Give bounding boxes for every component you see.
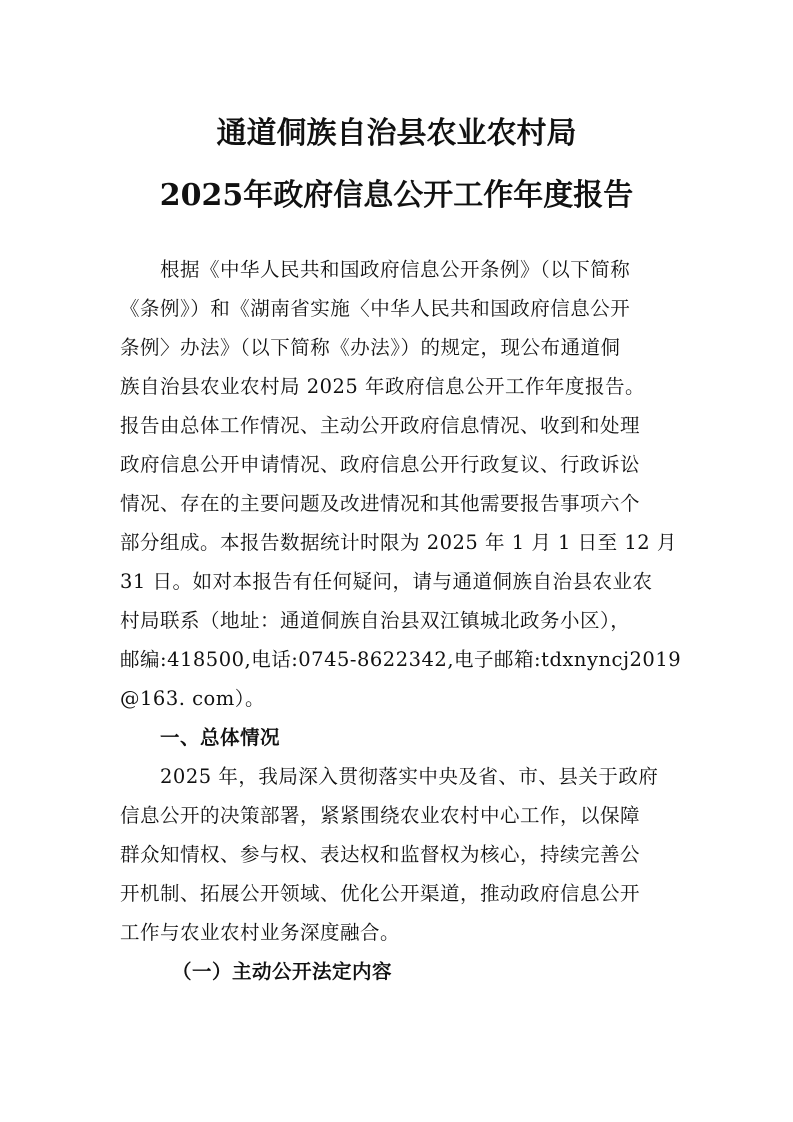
paragraph-line: 31 日。如对本报告有任何疑问，请与通道侗族自治县农业农 [120,570,653,593]
paragraph-line: 工作与农业农村业务深度融合。 [120,921,401,944]
document-title-line2: 2025年政府信息公开工作年度报告 [159,178,634,213]
paragraph-line: 开机制、拓展公开领域、优化公开渠道，推动政府信息公开 [120,882,641,905]
paragraph-line: 信息公开的决策部署，紧紧围绕农业农村中心工作，以保障 [120,804,641,827]
paragraph-line: 邮编:418500,电话:0745-8622342,电子邮箱:tdxnyncj2019 [120,648,682,671]
paragraph-line: 根据《中华人民共和国政府信息公开条例》（以下简称 [160,258,631,281]
section-heading: 一、总体情况 [160,726,281,749]
paragraph-line: 群众知情权、参与权、表达权和监督权为核心，持续完善公 [120,843,641,866]
paragraph-line: 族自治县农业农村局 2025 年政府信息公开工作年度报告。 [120,375,646,398]
paragraph-line: 《条例》）和《湖南省实施〈中华人民共和国政府信息公开 [120,297,631,320]
document-body [120,250,685,991]
paragraph-line: @163. com）。 [120,687,266,710]
paragraph-line: 村局联系（地址：通道侗族自治县双江镇城北政务小区）， [120,609,631,632]
paragraph-line: 情况、存在的主要问题及改进情况和其他需要报告事项六个 [120,492,641,515]
paragraph-line: 2025 年，我局深入贯彻落实中央及省、市、县关于政府 [160,765,659,788]
subsection-heading: （一）主动公开法定内容 [172,960,393,983]
paragraph-line: 报告由总体工作情况、主动公开政府信息情况、收到和处理 [120,414,641,437]
document-title-line1: 通道侗族自治县农业农村局 [216,116,577,151]
paragraph-line: 部分组成。本报告数据统计时限为 2025 年 1 月 1 日至 12 月 [120,531,677,554]
paragraph-line: 政府信息公开申请情况、政府信息公开行政复议、行政诉讼 [120,453,641,476]
paragraph-line: 条例〉办法》（以下简称《办法》）的规定，现公布通道侗 [120,336,621,359]
